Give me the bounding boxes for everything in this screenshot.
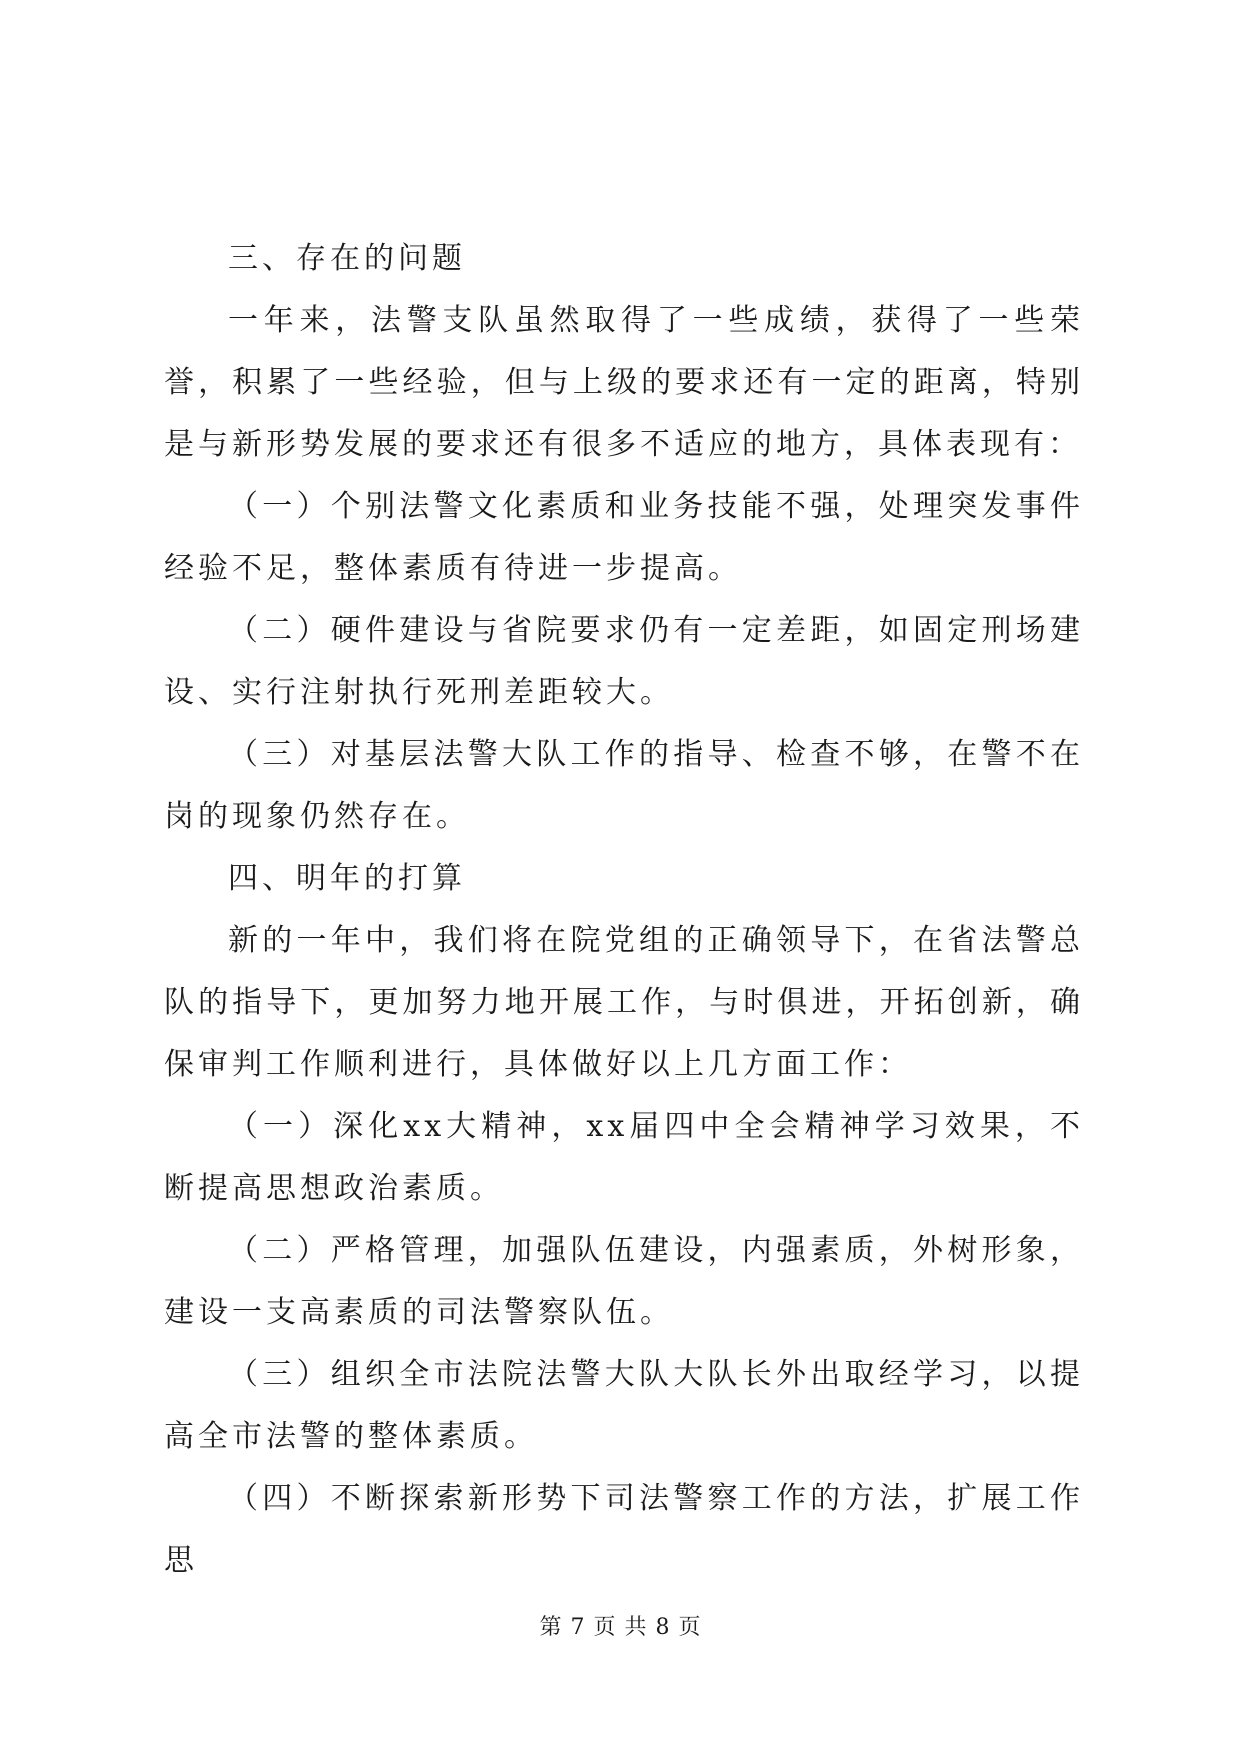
list-item-plan-2: （二）严格管理，加强队伍建设，内强素质，外树形象，建设一支高素质的司法警察队伍。	[164, 1233, 1084, 1330]
list-item-problem-1: （一）个别法警文化素质和业务技能不强，处理突发事件经验不足，整体素质有待进一步提高。	[164, 489, 1084, 586]
section-heading-plans: 四、明年的打算	[228, 861, 466, 896]
list-item-plan-3: （三）组织全市法院法警大队大队长外出取经学习，以提高全市法警的整体素质。	[164, 1357, 1084, 1454]
paragraph-intro-problems: 一年来，法警支队虽然取得了一些成绩，获得了一些荣誉，积累了一些经验，但与上级的要求还有一定的距离，特别是与新形势发展的要求还有很多不适应的地方，具体表现有：	[164, 303, 1084, 462]
section-heading-problems: 三、存在的问题	[228, 241, 466, 276]
list-item-plan-4: （四）不断探索新形势下司法警察工作的方法，扩展工作思	[164, 1481, 1084, 1578]
paragraph-intro-plans: 新的一年中，我们将在院党组的正确领导下，在省法警总队的指导下，更加努力地开展工作，与时俱进，开拓创新，确保审判工作顺利进行，具体做好以上几方面工作：	[164, 923, 1084, 1082]
page-footer: 第 7 页 共 8 页	[539, 1615, 702, 1640]
list-item-plan-1: （一）深化xx大精神，xx届四中全会精神学习效果，不断提高思想政治素质。	[164, 1109, 1084, 1206]
list-item-problem-3: （三）对基层法警大队工作的指导、检查不够，在警不在岗的现象仍然存在。	[164, 737, 1084, 834]
document-body	[164, 228, 1084, 1592]
list-item-problem-2: （二）硬件建设与省院要求仍有一定差距，如固定刑场建设、实行注射执行死刑差距较大。	[164, 613, 1084, 710]
